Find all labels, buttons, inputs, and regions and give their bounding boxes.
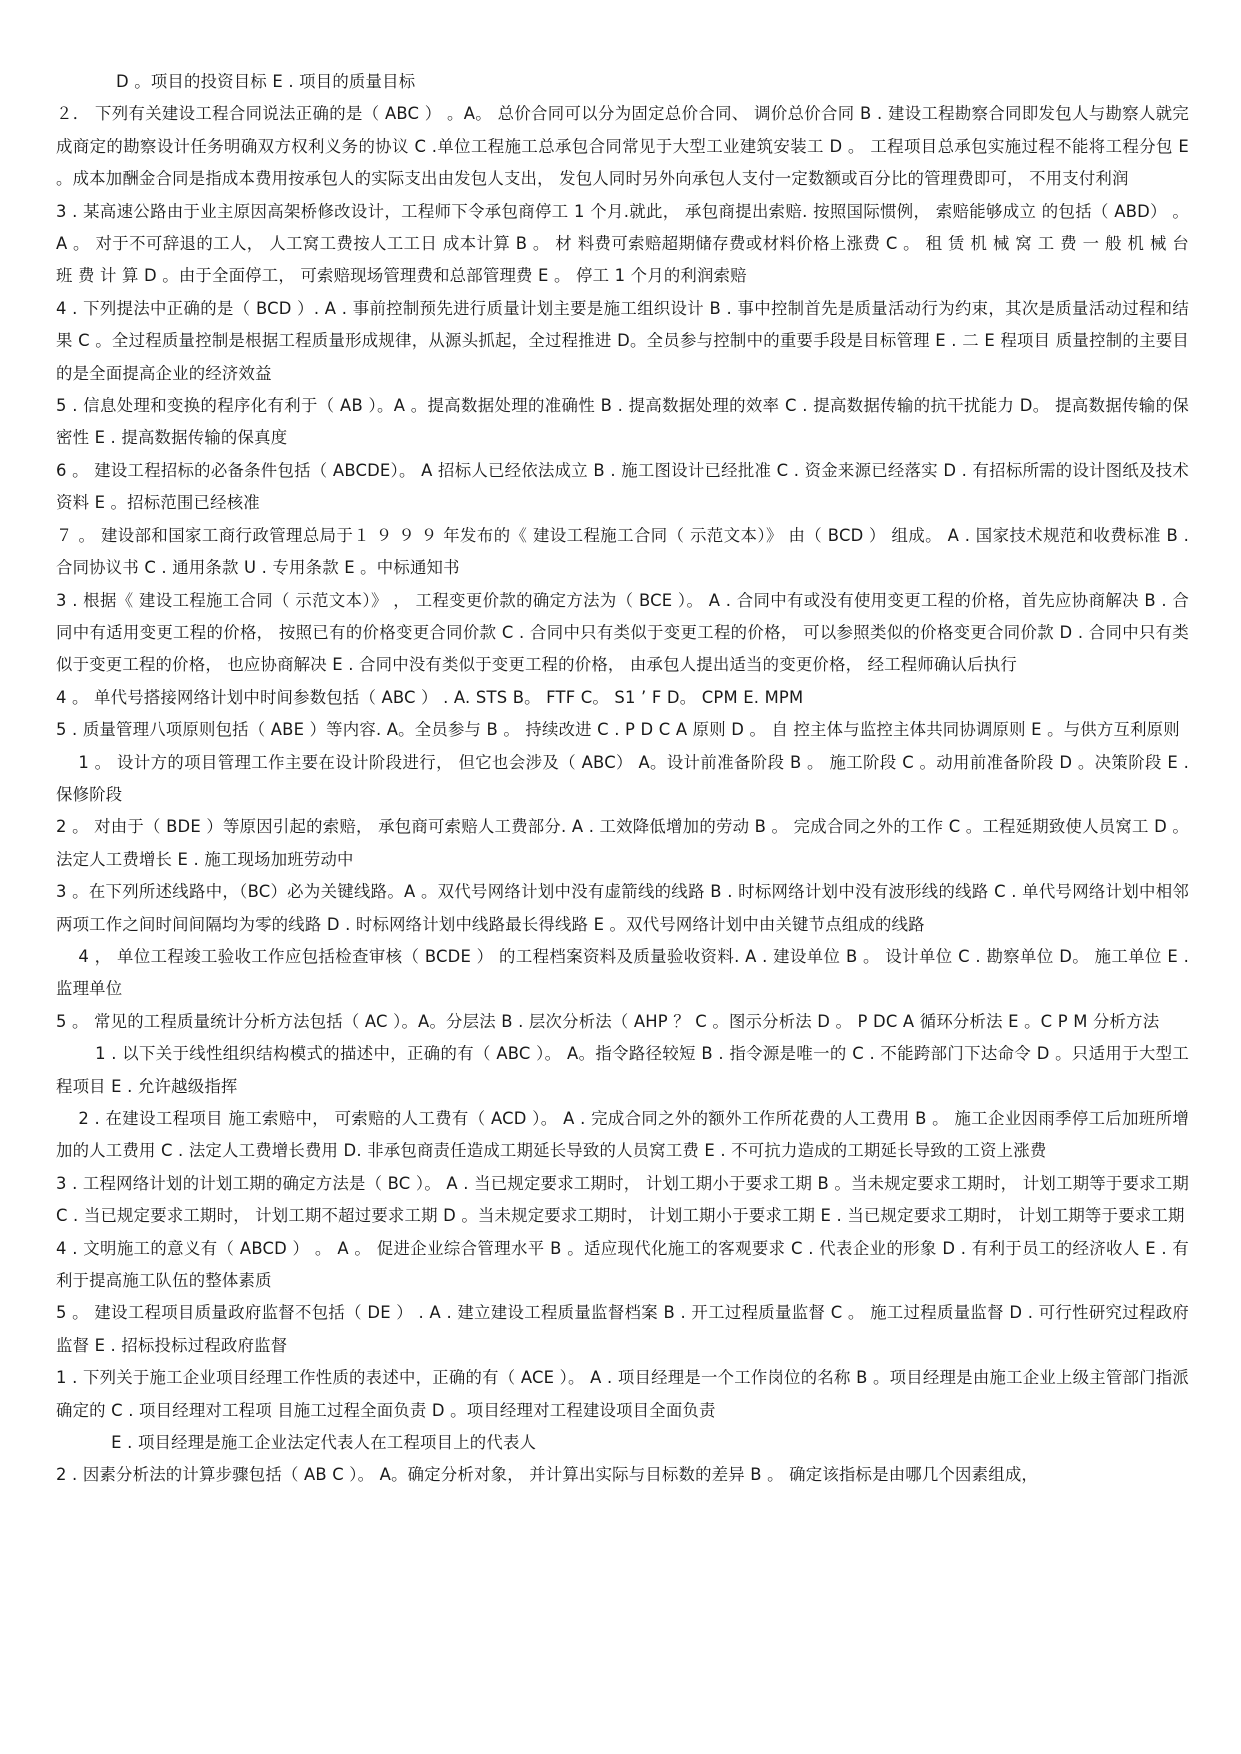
question-4-network-params: 4 。 单代号搭接网络计划中时间参数包括（ ABC ） . A. STS B。 FTF C。 S1 ’ F D。 CPM E. MPM [56,687,804,707]
question-2-labor-claims: 2 。 对由于（ BDE ）等原因引起的索赔， 承包商可索赔人工费部分. A . 工效降低增加的劳动 B 。 完成合同之外的工作 C 。工程延期致使人员窝工 D 。法定人工费增长 E . 施工现场加班劳动中 [56,817,1189,869]
question-4-civilized-construction: 4 . 文明施工的意义有（ ABCD ） 。 A 。 促进企业综合管理水平 B 。适应现代化施工的客观要求 C . 代表企业的形象 D . 有利于员工的经济收人 E . 有利于提高施工队伍的整体素质 [56,1238,1189,1291]
question-7-contract-text: ７ 。 建设部和国家工商行政管理总局于１ ９ ９ ９ 年发布的《 建设工程施工合同（ 示范文本）》 由（ BCD ） 组成。 A . 国家技术规范和收费标准 B . 合同协议书 C . 通用条款 U . 专用条款 E 。中标通知书 [56,525,1189,578]
question-6-bidding: 6 。 建设工程招标的必备条件包括（ ABCDE）。 A 招标人已经依法成立 B . 施工图设计已经批准 C . 资金来源已经落实 D . 有招标所需的设计图纸及技术资料 E 。招标范围已经核准 [56,460,1189,513]
question-5-information: 5 . 信息处理和变换的程序化有利于（ AB ）。A 。提高数据处理的准确性 B . 提高数据处理的效率 C . 提高数据传输的抗干扰能力 D。 提高数据传输的保密性 E . 提高数据传输的保真度 [56,396,1189,448]
question-3-claims: 3 . 某高速公路由于业主原因高架桥修改设计，工程师下令承包商停工 1 个月.就此， 承包商提出索赔. 按照国际惯例， 索赔能够成立 的包括（ ABD） 。A 。 对于不可辞退的工人， 人工窝工费按人工工日 成本计算 B 。 材 料费可索赔超期储存费或材料价格上涨费 C 。 租 赁 机 械 窝 工 费 一 般 机 械 台 班 费 计 算 D 。由于全面停工， 可索赔现场管理费和总部管理费 E 。 停工 1 个月的利润索赔 [56,201,1189,286]
question-1-linear-org: 1 . 以下关于线性组织结构模式的描述中，正确的有（ ABC ）。 A。指令路径较短 B . 指令源是唯一的 C . 不能跨部门下达命令 D 。只适用于大型工程项目 E . 允许越级指挥 [56,1044,1189,1096]
question-1-option-e: E . 项目经理是施工企业法定代表人在工程项目上的代表人 [56,1433,537,1453]
question-3-change-price: 3 . 根据《 建设工程施工合同（ 示范文本）》 ， 工程变更价款的确定方法为（ BCE ）。 A . 合同中有或没有使用变更工程的价格，首先应协商解决 B . 合同中有适用变更工程的价格， 按照已有的价格变更合同价款 C . 合同中只有类似于变更工程的价格， 可以参照类似的价格变更合同价款 D . 合同中只有类似于变更工程的价格， 也应协商解决 E . 合同中没有类似于变更工程的价格， 由承包人提出适当的变更价格， 经工程师确认后执行 [56,590,1189,675]
question-1-design-management: 1 。 设计方的项目管理工作主要在设计阶段进行， 但它也会涉及（ ABC） A。设计前准备阶段 B 。 施工阶段 C 。动用前准备阶段 D 。决策阶段 E . 保修阶段 [56,752,1189,804]
paragraph-line-1: D 。项目的投资目标 E . 项目的质量目标 [116,72,416,91]
question-2-contract: ２． 下列有关建设工程合同说法正确的是（ ABC ） 。A。 总价合同可以分为固定总价合同、 调价总价合同 B . 建设工程勘察合同即发包人与勘察人就完成商定的勘察设计任务明确双方权利义务的协议 C .单位工程施工总承包合同常见于大型工业建筑安装工 D 。 工程项目总承包实施过程不能将工程分包 E 。成本加酬金合同是指成本费用按承包人的实际支出由发包人支出， 发包人同时另外向承包人支付一定数额或百分比的管理费即可， 不用支付利润 [56,104,1189,189]
question-4-acceptance: 4 ， 单位工程竣工验收工作应包括检查审核（ BCDE ） 的工程档案资料及质量验收资料. A . 建设单位 B 。 设计单位 C . 勘察单位 D。 施工单位 E . 监理单位 [56,946,1189,999]
question-4-quality-control: 4 . 下列提法中正确的是（ BCD ）. A . 事前控制预先进行质量计划主要是施工组织设计 B . 事中控制首先是质量活动行为约束，其次是质量活动过程和结果 C 。全过程质量控制是根据工程质量形成规律，从源头抓起，全过程推进 D。全员参与控制中的重要手段是目标管理 E . 二 E 程项目 质量控制的主要目的是全面提高企业的经济效益 [56,298,1189,383]
question-5-statistics: 5 。 常见的工程质量统计分析方法包括（ AC ）。A。分层法 B . 层次分析法（ AHP ？ C 。图示分析法 D 。 P DC A 循环分析法 E 。C P M 分析方法 [56,1011,1160,1031]
question-3-planned-duration: 3 . 工程网络计划的计划工期的确定方法是（ BC ）。 A . 当已规定要求工期时， 计划工期小于要求工期 B 。当未规定要求工期时， 计划工期等于要求工期 C . 当已规定要求工期时， 计划工期不超过要求工期 D 。当未规定要求工期时， 计划工期小于要求工期 E . 当已规定要求工期时， 计划工期等于要求工期 [56,1173,1189,1226]
question-3-critical-path: 3 。在下列所述线路中，（BC）必为关键线路。A 。双代号网络计划中没有虚箭线的线路 B . 时标网络计划中没有波形线的线路 C . 单代号网络计划中相邻两项工作之间时间间隔均为零的线路 D . 时标网络计划中线路最长得线路 E 。双代号网络计划中由关键节点组成的线路 [56,882,1189,934]
question-5-government-supervision: 5 。 建设工程项目质量政府监督不包括（ DE ） . A . 建立建设工程质量监督档案 B . 开工过程质量监督 C 。 施工过程质量监督 D . 可行性研究过程政府监督 E . 招标投标过程政府监督 [56,1303,1189,1355]
question-2-construction-claims: 2 . 在建设工程项目 施工索赔中， 可索赔的人工费有（ ACD ）。 A . 完成合同之外的额外工作所花费的人工费用 B 。 施工企业因雨季停工后加班所增加的人工费用 C . 法定人工费增长费用 D. 非承包商责任造成工期延长导致的人员窝工费 E . 不可抗力造成的工期延长导致的工资上涨费 [56,1109,1189,1161]
question-2-factor-analysis: 2 . 因素分析法的计算步骤包括（ AB C ）。 A。确定分析对象， 并计算出实际与目标数的差异 B 。 确定该指标是由哪几个因素组成， [56,1465,1039,1485]
question-5-quality-principles: 5 . 质量管理八项原则包括（ ABE ）等内容. A。全员参与 B 。 持续改进 C . P D C A 原则 D 。 自 控主体与监控主体共同协调原则 E 。与供方互利原则 [56,720,1180,740]
question-1-project-manager: 1 . 下列关于施工企业项目经理工作性质的表述中，正确的有（ ACE ）。 A . 项目经理是一个工作岗位的名称 B 。项目经理是由施工企业上级主管部门指派确定的 C . 项目经理对工程项 目施工过程全面负责 D 。项目经理对工程建设项目全面负责 [56,1368,1189,1420]
